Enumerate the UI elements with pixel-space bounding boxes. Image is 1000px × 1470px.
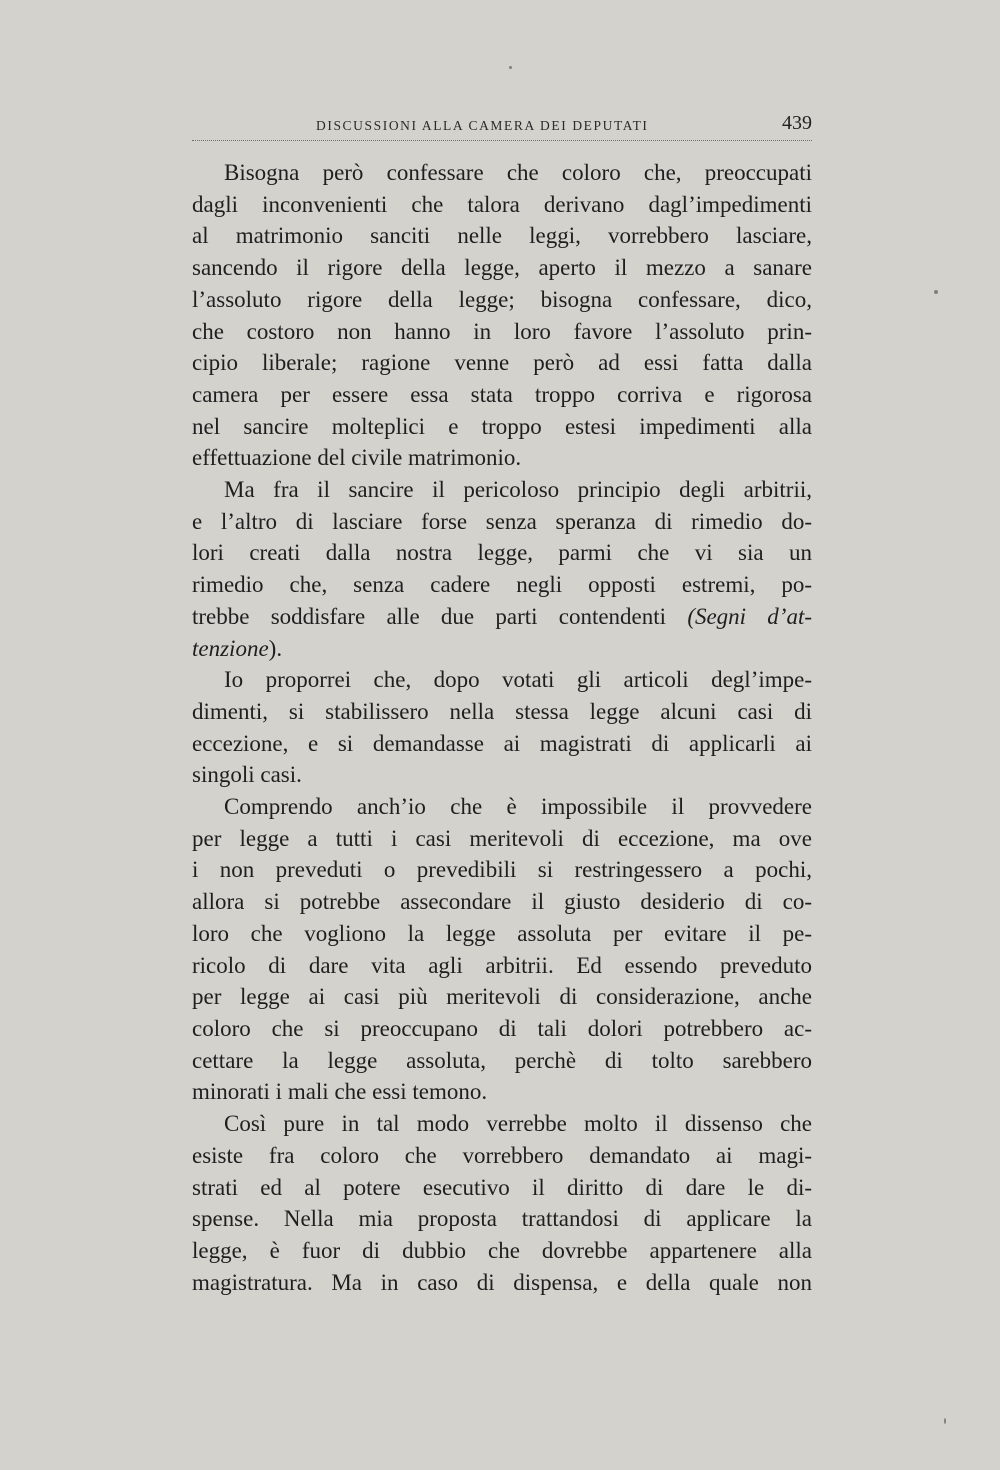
text-line: loro che vogliono la legge assoluta per evitare il pe- [192, 920, 812, 946]
text-line: Ma fra il sancire il pericoloso principio degli arbitrii, [224, 477, 812, 503]
text-line: l’assoluto rigore della legge; bisogna confessare, dico, [192, 286, 812, 312]
italic-note: tenzione [192, 635, 269, 661]
header-rule [192, 140, 812, 141]
text-line: i non preveduti o prevedibili si restringessero a pochi, [192, 857, 812, 883]
text-line: dagli inconvenienti che talora derivano dagl’impedimenti [192, 191, 812, 217]
text-line [192, 633, 812, 665]
text-line: dimenti, si stabilissero nella stessa legge alcuni casi di [192, 698, 812, 724]
text-line: coloro che si preoccupano di tali dolori potrebbero ac- [192, 1015, 812, 1041]
header-title: DISCUSSIONI ALLA CAMERA DEI DEPUTATI [316, 118, 649, 133]
scan-speck [944, 1418, 946, 1424]
text-line: Così pure in tal modo verrebbe molto il dissenso che [224, 1111, 812, 1137]
italic-note: (Segni d’at- [687, 603, 813, 629]
text-line: cipio liberale; ragione venne però ad essi fatta dalla [192, 350, 812, 376]
text-line: che costoro non hanno in loro favore l’assoluto prin- [192, 318, 812, 344]
text-line: ricolo di dare vita agli arbitrii. Ed essendo preveduto [192, 952, 812, 978]
text-line: spense. Nella mia proposta trattandosi di applicare la [192, 1206, 812, 1232]
text-line: nel sancire molteplici e troppo estesi impedimenti alla [192, 413, 812, 439]
page-number: 439 [782, 112, 812, 134]
text-line: al matrimonio sanciti nelle leggi, vorrebbero lasciare, [192, 223, 812, 249]
text-line: minorati i mali che essi temono. [192, 1079, 488, 1105]
text-line: eccezione, e si demandasse ai magistrati di applicarli ai [192, 730, 812, 756]
text-line: Bisogna però confessare che coloro che, preoccupati [224, 160, 812, 185]
text-line: Comprendo anch’io che è impossibile il provvedere [224, 794, 812, 820]
text-line: per legge ai casi più meritevoli di considerazione, anche [192, 984, 812, 1010]
running-header [192, 112, 812, 142]
text-line: sancendo il rigore della legge, aperto il mezzo a sanare [192, 255, 812, 281]
text-line: per legge a tutti i casi meritevoli di eccezione, ma ove [192, 825, 812, 851]
text-line: allora si potrebbe assecondare il giusto desiderio di co- [192, 889, 812, 915]
text-line: esiste fra coloro che vorrebbero demandato ai magi- [192, 1142, 812, 1168]
text-line: Io proporrei che, dopo votati gli articoli degl’impe- [224, 667, 812, 693]
text-line: singoli casi. [192, 762, 302, 788]
text-line: e l’altro di lasciare forse senza speranza di rimedio do- [192, 508, 812, 534]
text-line: legge, è fuor di dubbio che dovrebbe appartenere alla [192, 1237, 812, 1263]
body-text [192, 157, 812, 1298]
text-line: cettare la legge assoluta, perchè di tolto sarebbero [192, 1047, 812, 1073]
text-line [192, 601, 812, 633]
text-segment: trebbe soddisfare alle due parti contendenti [192, 603, 667, 629]
text-line: strati ed al potere esecutivo il diritto di dare le di- [192, 1174, 812, 1200]
text-line: effettuazione del civile matrimonio. [192, 445, 522, 471]
text-line: magistratura. Ma in caso di dispensa, e della quale non [192, 1269, 812, 1295]
text-line: rimedio che, senza cadere negli opposti estremi, po- [192, 572, 812, 598]
text-line: camera per essere essa stata troppo corriva e rigorosa [192, 381, 812, 407]
scan-speck [509, 66, 512, 69]
text-line: lori creati dalla nostra legge, parmi che vi sia un [192, 540, 812, 566]
scan-speck [934, 290, 938, 294]
text-segment: ). [268, 635, 283, 661]
